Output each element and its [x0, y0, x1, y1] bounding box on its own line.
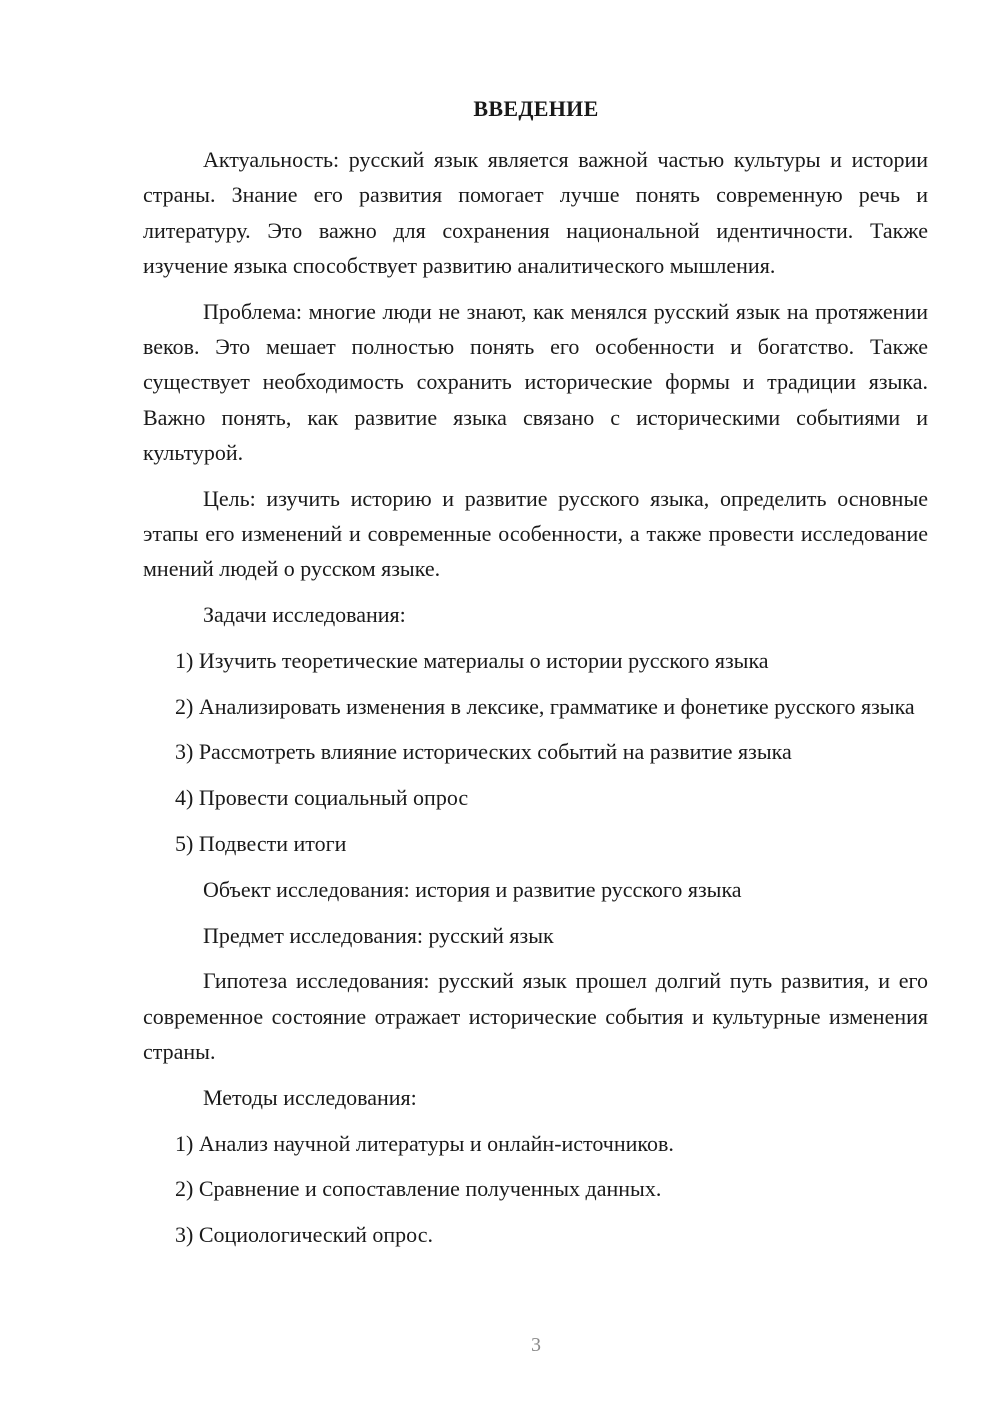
method-item: 1) Анализ научной литературы и онлайн-источников. — [175, 1130, 674, 1156]
relevance-paragraph: Актуальность: русский язык является важной частью культуры и истории страны. Знание его развития помогает лучше понять современную речь и литературу. Это важно для сохранения национальной идентичности. Также изучение языка способствует развитию аналитического мышления. — [143, 147, 928, 278]
object-paragraph: Объект исследования: история и развитие русского языка — [203, 876, 742, 902]
document-body — [143, 142, 928, 1253]
task-item: 2) Анализировать изменения в лексике, грамматике и фонетике русского языка — [175, 693, 915, 719]
problem-paragraph: Проблема: многие люди не знают, как менялся русский язык на протяжении веков. Это мешает полностью понять его особенности и богатство. Также существует необходимость сохранить исторические формы и традиции языка. Важно понять, как развитие языка связано с историческими событиями и культурой. — [143, 298, 928, 465]
task-item: 1) Изучить теоретические материалы о истории русского языка — [175, 647, 769, 673]
goal-paragraph: Цель: изучить историю и развитие русского языка, определить основные этапы его изменений и современные особенности, а также провести исследование мнений людей о русском языке. — [143, 485, 928, 582]
subject-paragraph: Предмет исследования: русский язык — [203, 922, 554, 948]
page-number: 3 — [531, 1334, 541, 1356]
task-item: 4) Провести социальный опрос — [175, 785, 469, 811]
hypothesis-paragraph: Гипотеза исследования: русский язык прошел долгий путь развития, и его современное состояние отражает исторические события и культурные изменения страны. — [143, 968, 928, 1065]
methods-heading: Методы исследования: — [203, 1084, 417, 1110]
method-item: 3) Социологический опрос. — [175, 1222, 433, 1248]
section-title: ВВЕДЕНИЕ — [473, 96, 599, 121]
task-item: 5) Подвести итоги — [175, 831, 347, 857]
task-item: 3) Рассмотреть влияние исторических событий на развитие языка — [175, 739, 792, 765]
method-item: 2) Сравнение и сопоставление полученных данных. — [175, 1176, 662, 1202]
tasks-heading: Задачи исследования: — [203, 602, 406, 628]
